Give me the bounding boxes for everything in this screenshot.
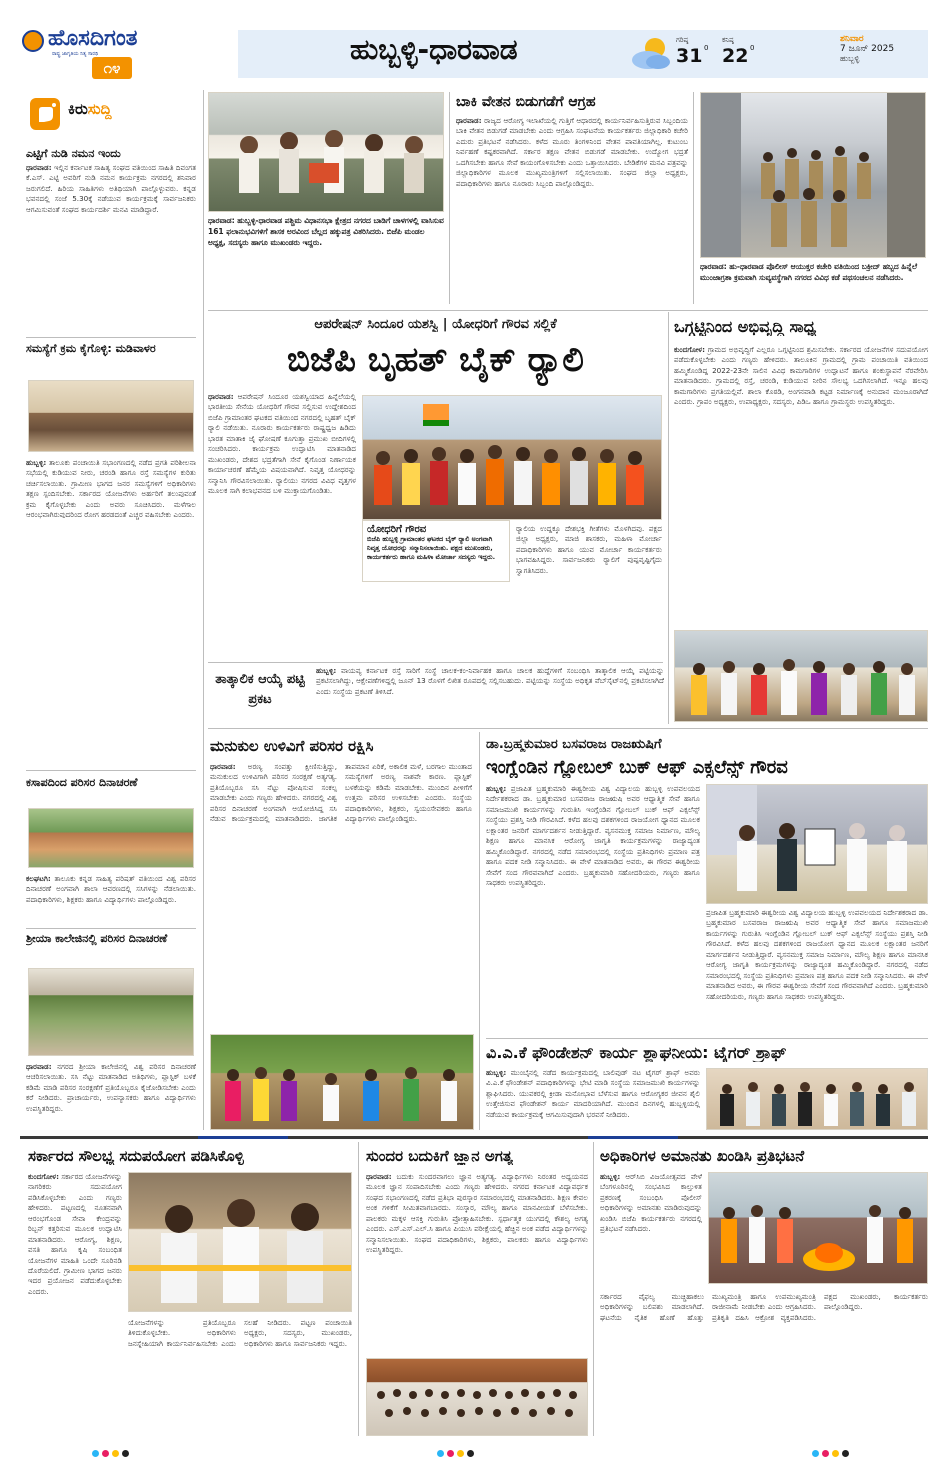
column-divider: [449, 92, 450, 304]
print-dots-right: [812, 1442, 852, 1460]
masthead-city: ಹುಬ್ಬಳ್ಳಿ: [840, 54, 860, 63]
salary-body: [456, 116, 688, 304]
kirusuddi-column: [20, 90, 200, 1130]
environment-body: [210, 762, 472, 1030]
degree-sign: 0: [750, 44, 755, 52]
dateline: ಧಾರವಾಡ:: [366, 1172, 392, 1181]
kirusuddi-body-2: [26, 458, 196, 763]
meeting-photo: [28, 380, 194, 452]
dateline: ಹುಬ್ಬಳ್ಳಿ:: [486, 784, 507, 793]
bike-rally-text: ಆಪರೇಷನ್ ಸಿಂದೂರ ಯಶಸ್ವಿಯಾದ ಹಿನ್ನೆಲೆಯಲ್ಲಿ ಭಾರತೀಯ ಸೇನೆಯ ಯೋಧರಿಗೆ ಗೌರವ ಸಲ್ಲಿಸುವ ಉದ್ದೇಶದಿಂದ ಬಿಜೆಪಿ ಗ್ರಾಮಾಂತರ ಘಟಕದ ವತಿಯಿಂದ ನಗರದಲ್ಲಿ ಬೃಹತ್ ಬೈಕ್ ರ‍್ಯಾಲಿ ನಡೆಯಿತು. ನೂರಾರು ಕಾರ್ಯಕರ್ತರು ರಾಷ್ಟ್ರಧ್ವಜ ಹಿಡಿದು ಭಾರತ ಮಾತಾಕಿ ಜೈ ಘೋಷಣೆ ಕೂಗುತ್ತಾ ಪ್ರಮುಖ ಬೀದಿಗಳಲ್ಲಿ ಸಂಚರಿಸಿದರು. ಕಾರ್ಯಕ್ರಮ ಉದ್ಘಾಟಿಸಿ ಮಾತನಾಡಿದ ಮುಖಂಡರು, ದೇಶದ ಭದ್ರತೆಗಾಗಿ ಸೇನೆ ಕೈಗೊಂಡ ನಿರ್ಣಾಯಕ ಕಾರ್ಯಾಚರಣೆ ಹೆಮ್ಮೆಯ ವಿಷಯವಾಗಿದೆ. ನಿವೃತ್ತ ಯೋಧರನ್ನು ಸನ್ಮಾನಿಸಿ ಗೌರವಿಸಲಾಯಿತು. ರ‍್ಯಾಲಿಯು ನಗರದ ವಿವಿಧ ವೃತ್ತಗಳ ಮೂಲಕ ಸಾಗಿ ಕಲಾಭವನದ ಬಳಿ ಮುಕ್ತಾಯಗೊಂಡಿತು.: [208, 392, 356, 495]
divider: [208, 728, 928, 729]
salary-text: ರಾಜ್ಯದ ಆರೋಗ್ಯ ಇಲಾಖೆಯಲ್ಲಿ ಗುತ್ತಿಗೆ ಆಧಾರದಲ್ಲಿ ಕಾರ್ಯನಿರ್ವಹಿಸುತ್ತಿರುವ ಸಿಬ್ಬಂದಿಯ ಬಾಕಿ ವೇತನ ಬಿಡುಗಡೆ ಮಾಡಬೇಕು ಎಂದು ಆಗ್ರಹಿಸಿ ಸಂಘಟನೆಯ ಕಾರ್ಯಕರ್ತರು ಜಿಲ್ಲಾಧಿಕಾರಿ ಕಚೇರಿ ಎದುರು ಪ್ರತಿಭಟನೆ ನಡೆಸಿದರು. ಕಳೆದ ಮೂರು ತಿಂಗಳಿನಿಂದ ವೇತನ ಪಾವತಿಯಾಗಿಲ್ಲ. ಕುಟುಂಬ ನಿರ್ವಹಣೆ ಕಷ್ಟಕರವಾಗಿದೆ. ಸರ್ಕಾರ ತಕ್ಷಣ ವೇತನ ಬಿಡುಗಡೆ ಮಾಡಬೇಕು. ಉದ್ಯೋಗ ಭದ್ರತೆ ಒದಗಿಸಬೇಕು ಹಾಗೂ ಸೇವೆ ಕಾಯಂಗೊಳಿಸಬೇಕು ಎಂದು ಒತ್ತಾಯಿಸಿದರು. ಬೇಡಿಕೆಗಳ ಮನವಿ ಪತ್ರವನ್ನು ಜಿಲ್ಲಾಧಿಕಾರಿಗಳ ಮೂಲಕ ಮುಖ್ಯಮಂತ್ರಿಗಳಿಗೆ ಸಲ್ಲಿಸಲಾಯಿತು. ಸಂಘದ ಜಿಲ್ಲಾ ಅಧ್ಯಕ್ಷರು, ಪದಾಧಿಕಾರಿಗಳು ಹಾಗೂ ನೂರಾರು ಸಿಬ್ಬಂದಿ ಪಾಲ್ಗೊಂಡಿದ್ದರು.: [456, 116, 688, 188]
dateline: ಧಾರವಾಡ:: [26, 1062, 52, 1071]
foundation-body: [486, 1068, 700, 1130]
print-dots-left: [92, 1442, 132, 1460]
foundation-headline: ವಿ.ಎ.ಕೆ ಫೌಂಡೇಶನ್ ಕಾರ್ಯ ಶ್ಲಾಘನೀಯ: ಟೈಗರ್ ಶ್ರಾಫ್: [486, 1044, 787, 1062]
foundation-text: ಮುಂಬೈನಲ್ಲಿ ನಡೆದ ಕಾರ್ಯಕ್ರಮದಲ್ಲಿ ಬಾಲಿವುಡ್ ನಟ ಟೈಗರ್ ಶ್ರಾಫ್ ಅವರು ವಿ.ಎ.ಕೆ ಫೌಂಡೇಶನ್ ಪದಾಧಿಕಾರಿಗಳನ್ನು ಭೇಟಿ ಮಾಡಿ ಸಂಸ್ಥೆಯ ಸಮಾಜಮುಖಿ ಕಾರ್ಯಗಳನ್ನು ಶ್ಲಾಘಿಸಿದರು. ಯುವಕರಲ್ಲಿ ಕ್ರೀಡಾ ಮನೋಭಾವ ಬೆಳೆಸುವ ಹಾಗೂ ಆರೋಗ್ಯಕರ ಜೀವನ ಶೈಲಿ ಉತ್ತೇಜಿಸುವ ಫೌಂಡೇಶನ್ ಕಾರ್ಯ ಮಾದರಿಯಾಗಿದೆ. ಮುಂದಿನ ದಿನಗಳಲ್ಲಿ ಹುಬ್ಬಳ್ಳಿಯಲ್ಲಿ ನಡೆಯುವ ಕಾರ್ಯಕ್ರಮಕ್ಕೆ ಆಗಮಿಸುವುದಾಗಿ ಭರವಸೆ ನೀಡಿದರು.: [486, 1068, 700, 1119]
divider: [26, 770, 196, 771]
dateline: ಕುಂದಗೋಳ:: [28, 1172, 59, 1181]
tree-planting-photo: [210, 1034, 474, 1130]
print-dot: [122, 1450, 129, 1457]
print-dot: [832, 1450, 839, 1457]
dateline: ಹುಬ್ಬಳ್ಳಿ:: [316, 666, 337, 675]
speaking-hand-icon: [30, 98, 60, 130]
section-rule-navy: [198, 1136, 288, 1139]
kirusuddi-headline-4: ಶ್ರೀಯಾ ಕಾಲೇಜಿನಲ್ಲಿ ಪರಿಸರ ದಿನಾಚರಣೆ: [26, 932, 168, 945]
dateline: ಧಾರವಾಡ:: [208, 392, 234, 401]
bike-rally-text-bottom: ರ‍್ಯಾಲಿಯ ಉದ್ದಕ್ಕೂ ದೇಶಭಕ್ತಿ ಗೀತೆಗಳು ಮೊಳಗಿದವು. ಪಕ್ಷದ ಜಿಲ್ಲಾ ಅಧ್ಯಕ್ಷರು, ಮಾಜಿ ಶಾಸಕರು, ಮಹಿಳಾ ಮೋರ್ಚಾ ಪದಾಧಿಕಾರಿಗಳು ಹಾಗೂ ಯುವ ಮೋರ್ಚಾ ಕಾರ್ಯಕರ್ತರು ಭಾಗವಹಿಸಿದ್ದರು. ಸಾರ್ವಜನಿಕರು ರ‍್ಯಾಲಿಗೆ ಪುಷ್ಪವೃಷ್ಟಿಗೈದು ಸ್ವಾಗತಿಸಿದರು.: [516, 524, 662, 575]
photo-caption-title: ಯೋಧರಿಗೆ ಗೌರವ: [367, 524, 427, 535]
felicitation-photo: [366, 1358, 588, 1436]
kirusuddi-title-suffix: ಸುದ್ದಿ: [87, 100, 112, 118]
bike-rally-headline: ಬಿಜೆಪಿ ಬೃಹತ್ ಬೈಕ್ ರ‍್ಯಾಲಿ: [287, 340, 584, 380]
dateline: ಕುಂದಗೋಳ:: [674, 345, 705, 354]
kirusuddi-title: [68, 100, 188, 118]
section-rule: [288, 1136, 588, 1139]
environment-headline: ಮನುಕುಲ ಉಳಿವಿಗೆ ಪರಿಸರ ರಕ್ಷಿಸಿ: [210, 738, 374, 755]
section-rule: [20, 1136, 198, 1139]
kirusuddi-body-1: [26, 163, 196, 331]
kirusuddi-text-4: ನಗರದ ಶ್ರೀಯಾ ಕಾಲೇಜಿನಲ್ಲಿ ವಿಶ್ವ ಪರಿಸರ ದಿನಾಚರಣೆ ಆಚರಿಸಲಾಯಿತು. ಸಸಿ ನೆಟ್ಟು ಮಾತನಾಡಿದ ಅತಿಥಿಗಳು, ಪ್ಲಾಸ್ಟಿಕ್ ಬಳಕೆ ಕಡಿಮೆ ಮಾಡಿ ಪರಿಸರ ಸಂರಕ್ಷಣೆಗೆ ಪ್ರತಿಯೊಬ್ಬರೂ ಕೈಜೋಡಿಸಬೇಕು ಎಂದು ಕರೆ ನೀಡಿದರು. ಪ್ರಾಚಾರ್ಯರು, ಉಪನ್ಯಾಸಕರು ಹಾಗೂ ವಿದ್ಯಾರ್ಥಿಗಳು ಉಪಸ್ಥಿತರಿದ್ದರು.: [26, 1062, 196, 1113]
divider: [208, 662, 663, 663]
weather-min: [722, 36, 762, 67]
recruitment-body: [316, 666, 664, 724]
print-dot: [102, 1450, 109, 1457]
kirusuddi-text-2: ತಾಲೂಕು ಪಂಚಾಯಿತಿ ಸಭಾಂಗಣದಲ್ಲಿ ನಡೆದ ಪ್ರಗತಿ ಪರಿಶೀಲನಾ ಸಭೆಯಲ್ಲಿ ಕುಡಿಯುವ ನೀರು, ಚರಂಡಿ ಹಾಗೂ ರಸ್ತೆ ಸಮಸ್ಯೆಗಳ ಕುರಿತು ಚರ್ಚಿಸಲಾಯಿತು. ಗ್ರಾಮೀಣ ಭಾಗದ ಜನರ ಸಮಸ್ಯೆಗಳಿಗೆ ಅಧಿಕಾರಿಗಳು ತಕ್ಷಣ ಸ್ಪಂದಿಸಬೇಕು. ಸರ್ಕಾರದ ಯೋಜನೆಗಳು ಅರ್ಹರಿಗೆ ತಲುಪುವಂತೆ ಕ್ರಮ ಕೈಗೊಳ್ಳಬೇಕು ಎಂದು ಅವರು ಸೂಚಿಸಿದರು. ಮಳೆಗಾಲ ಆರಂಭವಾಗಿರುವುದರಿಂದ ರೋಗ ಹರಡದಂತೆ ಎಚ್ಚರ ವಹಿಸಬೇಕು ಎಂದರು.: [26, 458, 196, 520]
bike-rally-body-bottom: [516, 524, 662, 654]
award-text-continued: ಪ್ರಜಾಪಿತ ಬ್ರಹ್ಮಕುಮಾರಿ ಈಶ್ವರೀಯ ವಿಶ್ವ ವಿದ್ಯಾಲಯ ಹುಬ್ಬಳ್ಳಿ ಉಪವಲಯದ ನಿರ್ದೇಶಕರಾದ ಡಾ. ಬ್ರಹ್ಮಕುಮಾರ ಬಸವರಾಜ ರಾಜಋಷಿ ಅವರ ಆಧ್ಯಾತ್ಮಿಕ ಸೇವೆ ಹಾಗೂ ಸಮಾಜಮುಖಿ ಕಾರ್ಯಗಳನ್ನು ಗುರುತಿಸಿ ಇಂಗ್ಲೆಂಡಿನ ಗ್ಲೋಬಲ್ ಬುಕ್ ಆಫ್ ಎಕ್ಸಲೆನ್ಸ್ ಸಂಸ್ಥೆಯು ಪ್ರಶಸ್ತಿ ನೀಡಿ ಗೌರವಿಸಿದೆ. ಕಳೆದ ಹಲವು ದಶಕಗಳಿಂದ ರಾಜಯೋಗ ಧ್ಯಾನದ ಮೂಲಕ ಲಕ್ಷಾಂತರ ಜನರಿಗೆ ಮಾರ್ಗದರ್ಶನ ನೀಡುತ್ತಿದ್ದಾರೆ. ವ್ಯಸನಮುಕ್ತ ಸಮಾಜ ನಿರ್ಮಾಣ, ಮೌಲ್ಯ ಶಿಕ್ಷಣ ಹಾಗೂ ಮಾನಸಿಕ ಆರೋಗ್ಯ ಜಾಗೃತಿ ಕಾರ್ಯಕ್ರಮಗಳನ್ನು ರಾಜ್ಯಾದ್ಯಂತ ಹಮ್ಮಿಕೊಂಡಿದ್ದಾರೆ. ನಗರದಲ್ಲಿ ನಡೆದ ಸಮಾರಂಭದಲ್ಲಿ ಸಂಸ್ಥೆಯ ಪ್ರತಿನಿಧಿಗಳು ಪ್ರಮಾಣ ಪತ್ರ ಹಾಗೂ ಪದಕ ನೀಡಿ ಸನ್ಮಾನಿಸಿದರು. ಈ ವೇಳೆ ಮಾತನಾಡಿದ ಅವರು, ಈ ಗೌರವ ಈಶ್ವರೀಯ ಸೇವೆಗೆ ಸಂದ ಗೌರವವಾಗಿದೆ ಎಂದರು. ಬ್ರಹ್ಮಕುಮಾರಿ ಸಹೋದರಿಯರು, ಗಣ್ಯರು ಹಾಗೂ ಸಾಧಕರು ಉಪಸ್ಥಿತರಿದ್ದರು.: [706, 908, 928, 1001]
photo-caption-text: ಬಿಜೆಪಿ ಹುಬ್ಬಳ್ಳಿ ಗ್ರಾಮಾಂತರ ಘಟಕದ ಬೈಕ್ ರ‍್ಯಾಲಿ ಅಂಗವಾಗಿ ನಿವೃತ್ತ ಯೋಧರನ್ನು ಸನ್ಮಾನಿಸಲಾಯಿತು. ಪಕ್ಷದ ಮುಖಂಡರು, ಕಾರ್ಯಕರ್ತರು ಹಾಗೂ ಮಹಿಳಾ ಮೋರ್ಚಾ ಸದಸ್ಯರು ಇದ್ದರು.: [367, 535, 496, 562]
weather-max-label: ಗರಿಷ್ಠ: [676, 36, 689, 44]
logo-text: ಹೊಸದಿಗಂತ: [48, 26, 138, 51]
college-photo: [28, 968, 194, 1056]
protest-body-left: [600, 1172, 702, 1286]
dateline: ಹುಬ್ಬಳ್ಳಿ:: [486, 1068, 507, 1077]
weather-min-value: 22: [722, 45, 749, 67]
foundation-photo: [706, 1068, 928, 1130]
award-body-right: [706, 908, 928, 1034]
protest-photo: [708, 1172, 928, 1284]
masthead-date-block: [840, 34, 920, 64]
kirusuddi-title-prefix: ಕಿರು: [68, 100, 88, 118]
govt-benefits-text-bottom: ಯೋಜನೆಗಳನ್ನು ಪ್ರತಿಯೊಬ್ಬರೂ ತಿಳಿದುಕೊಳ್ಳಬೇಕು. ಅಧಿಕಾರಿಗಳು ಜನಸ್ನೇಹಿಯಾಗಿ ಕಾರ್ಯನಿರ್ವಹಿಸಬೇಕು ಎಂದು ಸಲಹೆ ನೀಡಿದರು. ಪಟ್ಟಣ ಪಂಚಾಯಿತಿ ಅಧ್ಯಕ್ಷರು, ಸದಸ್ಯರು, ಮುಖಂಡರು, ಅಧಿಕಾರಿಗಳು ಹಾಗೂ ಸಾರ್ವಜನಿಕರು ಇದ್ದರು.: [128, 1318, 352, 1348]
dateline: ಧಾರವಾಡ:: [26, 163, 52, 172]
award-text: ಪ್ರಜಾಪಿತ ಬ್ರಹ್ಮಕುಮಾರಿ ಈಶ್ವರೀಯ ವಿಶ್ವ ವಿದ್ಯಾಲಯ ಹುಬ್ಬಳ್ಳಿ ಉಪವಲಯದ ನಿರ್ದೇಶಕರಾದ ಡಾ. ಬ್ರಹ್ಮಕುಮಾರ ಬಸವರಾಜ ರಾಜಋಷಿ ಅವರ ಆಧ್ಯಾತ್ಮಿಕ ಸೇವೆ ಹಾಗೂ ಸಮಾಜಮುಖಿ ಕಾರ್ಯಗಳನ್ನು ಗುರುತಿಸಿ ಇಂಗ್ಲೆಂಡಿನ ಗ್ಲೋಬಲ್ ಬುಕ್ ಆಫ್ ಎಕ್ಸಲೆನ್ಸ್ ಸಂಸ್ಥೆಯು ಪ್ರಶಸ್ತಿ ನೀಡಿ ಗೌರವಿಸಿದೆ. ಕಳೆದ ಹಲವು ದಶಕಗಳಿಂದ ರಾಜಯೋಗ ಧ್ಯಾನದ ಮೂಲಕ ಲಕ್ಷಾಂತರ ಜನರಿಗೆ ಮಾರ್ಗದರ್ಶನ ನೀಡುತ್ತಿದ್ದಾರೆ. ವ್ಯಸನಮುಕ್ತ ಸಮಾಜ ನಿರ್ಮಾಣ, ಮೌಲ್ಯ ಶಿಕ್ಷಣ ಹಾಗೂ ಮಾನಸಿಕ ಆರೋಗ್ಯ ಜಾಗೃತಿ ಕಾರ್ಯಕ್ರಮಗಳನ್ನು ರಾಜ್ಯಾದ್ಯಂತ ಹಮ್ಮಿಕೊಂಡಿದ್ದಾರೆ. ನಗರದಲ್ಲಿ ನಡೆದ ಸಮಾರಂಭದಲ್ಲಿ ಸಂಸ್ಥೆಯ ಪ್ರತಿನಿಧಿಗಳು ಪ್ರಮಾಣ ಪತ್ರ ಹಾಗೂ ಪದಕ ನೀಡಿ ಸನ್ಮಾನಿಸಿದರು. ಈ ವೇಳೆ ಮಾತನಾಡಿದ ಅವರು, ಈ ಗೌರವ ಈಶ್ವರೀಯ ಸೇವೆಗೆ ಸಂದ ಗೌರವವಾಗಿದೆ ಎಂದರು. ಬ್ರಹ್ಮಕುಮಾರಿ ಸಹೋದರಿಯರು, ಗಣ್ಯರು ಹಾಗೂ ಸಾಧಕರು ಉಪಸ್ಥಿತರಿದ್ದರು.: [486, 784, 700, 887]
award-headline: ಇಂಗ್ಲೆಂಡಿನ ಗ್ಲೋಬಲ್ ಬುಕ್ ಆಫ್ ಎಕ್ಸಲೆನ್ಸ್ ಗೌರವ: [486, 758, 788, 778]
protest-body-bottom: [600, 1292, 928, 1436]
development-text: ಗ್ರಾಮದ ಅಭಿವೃದ್ಧಿಗೆ ಎಲ್ಲರೂ ಒಗ್ಗಟ್ಟಿನಿಂದ ಶ್ರಮಿಸಬೇಕು. ಸರ್ಕಾರದ ಯೋಜನೆಗಳ ಸದುಪಯೋಗ ಪಡೆದುಕೊಳ್ಳಬೇಕು ಎಂದು ಗಣ್ಯರು ಹೇಳಿದರು. ತಾಲೂಕಿನ ಗ್ರಾಮದಲ್ಲಿ ಗ್ರಾಮ ಪಂಚಾಯಿತಿ ವತಿಯಿಂದ ಹಮ್ಮಿಕೊಂಡಿದ್ದ 2022-23ನೇ ಸಾಲಿನ ವಿವಿಧ ಕಾಮಗಾರಿಗಳ ಉದ್ಘಾಟನೆ ಹಾಗೂ ಶಂಕುಸ್ಥಾಪನೆ ನೆರವೇರಿಸಿ ಮಾತನಾಡಿದರು. ಗ್ರಾಮದಲ್ಲಿ ರಸ್ತೆ, ಚರಂಡಿ, ಕುಡಿಯುವ ನೀರಿನ ಸೌಲಭ್ಯ ಒದಗಿಸಲಾಗಿದೆ. ಇನ್ನೂ ಹಲವು ಕಾಮಗಾರಿಗಳು ಪ್ರಗತಿಯಲ್ಲಿವೆ. ಶಾಲಾ ಕೊಠಡಿ, ಅಂಗನವಾಡಿ ಕಟ್ಟಡ ನಿರ್ಮಾಣಕ್ಕೆ ಅನುದಾನ ಮಂಜೂರಾಗಿದೆ ಎಂದರು. ಗ್ರಾಪಂ ಅಧ್ಯಕ್ಷರು, ಉಪಾಧ್ಯಕ್ಷರು, ಸದಸ್ಯರು, ಪಿಡಿಒ ಹಾಗೂ ಗ್ರಾಮಸ್ಥರು ಉಪಸ್ಥಿತರಿದ್ದರು.: [674, 345, 928, 407]
dateline: ಧಾರವಾಡ:: [456, 116, 482, 125]
award-body-left: [486, 784, 700, 1034]
divider: [26, 928, 196, 929]
govt-benefits-headline: ಸರ್ಕಾರದ ಸೌಲಭ್ಯ ಸದುಪಯೋಗ ಪಡಿಸಿಕೊಳ್ಳಿ: [28, 1148, 244, 1165]
govt-benefits-text: ಸರ್ಕಾರದ ಯೋಜನೆಗಳನ್ನು ನಾಗರಿಕರು ಸದುಪಯೋಗ ಪಡಿಸಿಕೊಳ್ಳಬೇಕು ಎಂದು ಗಣ್ಯರು ಹೇಳಿದರು. ಪಟ್ಟಣದಲ್ಲಿ ನೂತನವಾಗಿ ಆರಂಭಗೊಂಡ ಸೇವಾ ಕೇಂದ್ರವನ್ನು ರಿಬ್ಬನ್ ಕತ್ತರಿಸುವ ಮೂಲಕ ಉದ್ಘಾಟಿಸಿ ಮಾತನಾಡಿದರು. ಆರೋಗ್ಯ, ಶಿಕ್ಷಣ, ವಸತಿ ಹಾಗೂ ಕೃಷಿ ಸಂಬಂಧಿತ ಯೋಜನೆಗಳ ಮಾಹಿತಿ ಒಂದೇ ಸೂರಿನಡಿ ದೊರೆಯಲಿದೆ. ಗ್ರಾಮೀಣ ಭಾಗದ ಜನರು ಇದರ ಪ್ರಯೋಜನ ಪಡೆದುಕೊಳ್ಳಬೇಕು ಎಂದರು.: [28, 1172, 122, 1296]
logo-tagline: ರಾಷ್ಟ್ರ ಜಾಗೃತಿಯ ನಿತ್ಯ ಸಾರಥಿ: [52, 51, 99, 57]
column-divider: [593, 1142, 594, 1436]
award-photo: [706, 784, 928, 904]
recruitment-headline: ತಾತ್ಕಾಲಿಕ ಆಯ್ಕೆ ಪಟ್ಟಿ ಪ್ರಕಟ: [215, 672, 305, 707]
column-divider: [358, 1142, 359, 1436]
dateline: ಕಲಘಟಗಿ:: [26, 874, 51, 883]
column-divider: [479, 732, 480, 1130]
masthead-date: 7 ಜೂನ್ 2025: [840, 44, 895, 54]
development-body: [674, 345, 928, 623]
column-divider: [203, 90, 204, 1130]
section-rule: [678, 1136, 928, 1139]
print-dot: [822, 1450, 829, 1457]
protest-text-bottom: ಸರ್ಕಾರದ ವೈಫಲ್ಯ ಮುಚ್ಚಿಹಾಕಲು ಅಧಿಕಾರಿಗಳನ್ನು ಬಲಿಪಶು ಮಾಡಲಾಗಿದೆ. ಘಟನೆಯ ನೈತಿಕ ಹೊಣೆ ಹೊತ್ತು ಮುಖ್ಯಮಂತ್ರಿ ಹಾಗೂ ಉಪಮುಖ್ಯಮಂತ್ರಿ ರಾಜೀನಾಮೆ ನೀಡಬೇಕು ಎಂದು ಆಗ್ರಹಿಸಿದರು. ಪ್ರತಿಕೃತಿ ದಹಿಸಿ ಆಕ್ರೋಶ ವ್ಯಕ್ತಪಡಿಸಿದರು. ಪಕ್ಷದ ಮುಖಂಡರು, ಕಾರ್ಯಕರ್ತರು ಪಾಲ್ಗೊಂಡಿದ್ದರು.: [600, 1292, 928, 1322]
column-divider: [668, 312, 669, 724]
print-dot: [812, 1450, 819, 1457]
print-dot: [92, 1450, 99, 1457]
protest-text: ಆರ್‌ಸಿಬಿ ವಿಜಯೋತ್ಸವದ ವೇಳೆ ಬೆಂಗಳೂರಿನಲ್ಲಿ ಸಂಭವಿಸಿದ ಕಾಲ್ತುಳಿತ ಪ್ರಕರಣಕ್ಕೆ ಸಂಬಂಧಿಸಿ ಪೊಲೀಸ್ ಅಧಿಕಾರಿಗಳನ್ನು ಅಮಾನತು ಮಾಡಿರುವುದನ್ನು ಖಂಡಿಸಿ ಬಿಜೆಪಿ ಕಾರ್ಯಕರ್ತರು ನಗರದಲ್ಲಿ ಪ್ರತಿಭಟನೆ ನಡೆಸಿದರು.: [600, 1172, 702, 1234]
logo: [22, 26, 232, 80]
kirusuddi-text-1: ಇಲ್ಲಿನ ಕರ್ನಾಟಕ ಸಾಹಿತ್ಯ ಸಂಘದ ವತಿಯಿಂದ ಸಾಹಿತಿ ದಿವಂಗತ ಕೆ.ಎಸ್. ಎಟ್ಟಿ ಅವರಿಗೆ ನುಡಿ ನಮನ ಕಾರ್ಯಕ್ರಮ ನಗರದಲ್ಲಿ ಶನಿವಾರ ಜರುಗಲಿದೆ. ಹಿರಿಯ ಸಾಹಿತಿಗಳು ಅತಿಥಿಯಾಗಿ ಪಾಲ್ಗೊಳ್ಳುವರು. ಕನ್ನಡ ಭವನದಲ್ಲಿ ಸಂಜೆ 5.30ಕ್ಕೆ ನಡೆಯುವ ಕಾರ್ಯಕ್ರಮಕ್ಕೆ ಸಾರ್ವಜನಿಕರು ಆಗಮಿಸುವಂತೆ ಸಂಘದ ಕಾರ್ಯದರ್ಶಿ ಮನವಿ ಮಾಡಿದ್ದಾರೆ.: [26, 163, 196, 214]
kirusuddi-body-3: [26, 874, 196, 924]
print-dot: [112, 1450, 119, 1457]
bike-rally-photo: [362, 395, 662, 520]
environment-text: ಅರಣ್ಯ ಸಂಪತ್ತು ಕ್ಷೀಣಿಸುತ್ತಿದ್ದು, ಮನುಕುಲದ ಉಳಿವಿಗಾಗಿ ಪರಿಸರ ಸಂರಕ್ಷಣೆ ಅತ್ಯಗತ್ಯ. ಪ್ರತಿಯೊಬ್ಬರೂ ಸಸಿ ನೆಟ್ಟು ಪೋಷಿಸುವ ಸಂಕಲ್ಪ ಮಾಡಬೇಕು ಎಂದು ಗಣ್ಯರು ಹೇಳಿದರು. ನಗರದಲ್ಲಿ ವಿಶ್ವ ಪರಿಸರ ದಿನಾಚರಣೆ ಅಂಗವಾಗಿ ಆಯೋಜಿಸಿದ್ದ ಸಸಿ ನೆಡುವ ಕಾರ್ಯಕ್ರಮದಲ್ಲಿ ಮಾತನಾಡಿದರು. ಜಾಗತಿಕ ತಾಪಮಾನ ಏರಿಕೆ, ಅಕಾಲಿಕ ಮಳೆ, ಬರಗಾಲ ಮುಂತಾದ ಸಮಸ್ಯೆಗಳಿಗೆ ಅರಣ್ಯ ನಾಶವೇ ಕಾರಣ. ಪ್ಲಾಸ್ಟಿಕ್ ಬಳಕೆಯನ್ನು ಕಡಿಮೆ ಮಾಡಬೇಕು. ಮುಂದಿನ ಪೀಳಿಗೆಗೆ ಉತ್ತಮ ಪರಿಸರ ಉಳಿಸಬೇಕು ಎಂದರು. ಸಂಸ್ಥೆಯ ಪದಾಧಿಕಾರಿಗಳು, ಶಿಕ್ಷಕರು, ಸ್ವಯಂಸೇವಕರು ಹಾಗೂ ವಿದ್ಯಾರ್ಥಿಗಳು ಪಾಲ್ಗೊಂಡಿದ್ದರು.: [210, 762, 472, 824]
kirusuddi-header: [30, 98, 180, 138]
knowledge-body: [366, 1172, 588, 1354]
print-dot: [447, 1450, 454, 1457]
logo-emblem-icon: [22, 30, 44, 52]
print-dots-center: [437, 1442, 477, 1460]
dateline: ಹುಬ್ಬಳ್ಳಿ:: [26, 458, 47, 467]
bike-rally-body-left: [208, 392, 356, 652]
development-headline: ಒಗ್ಗಟ್ಟಿನಿಂದ ಅಭಿವೃದ್ಧಿ ಸಾಧ್ಯ: [674, 318, 817, 336]
award-kicker: ಡಾ.ಬ್ರಹ್ಮಕುಮಾರ ಬಸವರಾಜ ರಾಜಋಷಿಗೆ: [486, 738, 662, 752]
edition-title: ಹುಬ್ಬಳ್ಳಿ-ಧಾರವಾಡ: [350, 33, 518, 66]
section-rule-navy: [588, 1136, 678, 1139]
print-dot: [437, 1450, 444, 1457]
weather-max-value: 31: [676, 45, 703, 67]
weather-min-label: ಕನಿಷ್ಠ: [722, 36, 734, 44]
police-march-photo: [700, 92, 926, 258]
dateline: ಧಾರವಾಡ:: [210, 762, 236, 771]
print-dot: [457, 1450, 464, 1457]
kirusuddi-headline-3: ಕಸಾಪದಿಂದ ಪರಿಸರ ದಿನಾಚರಣೆ: [26, 776, 138, 789]
police-march-caption: ಧಾರವಾಡ: ಹು-ಧಾರವಾಡ ಪೊಲೀಸ್ ಆಯುಕ್ತರ ಕಚೇರಿ ವತಿಯಿಂದ ಬಕ್ರೀದ್ ಹಬ್ಬದ ಹಿನ್ನೆಲೆ ಮುಂಜಾಗ್ರತಾ ಕ್ರಮವಾಗಿ ಸುವ್ಯವಸ್ಥೆಗಾಗಿ ನಗರದ ವಿವಿಧ ಕಡೆ ಪಥಸಂಚಲನ ನಡೆಸಿದರು.: [700, 262, 918, 282]
masthead-day: ಶನಿವಾರ: [840, 34, 864, 44]
column-divider: [693, 92, 694, 304]
protest-headline: ಅಧಿಕಾರಿಗಳ ಅಮಾನತು ಖಂಡಿಸಿ ಪ್ರತಿಭಟನೆ: [600, 1148, 805, 1165]
masthead: [0, 0, 945, 80]
knowledge-text: ಬದುಕು ಸುಂದರವಾಗಲು ಜ್ಞಾನ ಅತ್ಯಗತ್ಯ. ವಿದ್ಯಾರ್ಥಿಗಳು ನಿರಂತರ ಅಧ್ಯಯನದ ಮೂಲಕ ಜ್ಞಾನ ಸಂಪಾದಿಸಬೇಕು ಎಂದು ಗಣ್ಯರು ಹೇಳಿದರು. ನಗರದ ಕರ್ನಾಟಕ ವಿದ್ಯಾವರ್ಧಕ ಸಂಘದ ಸಭಾಂಗಣದಲ್ಲಿ ನಡೆದ ಪ್ರತಿಭಾ ಪುರಸ್ಕಾರ ಸಮಾರಂಭದಲ್ಲಿ ಮಾತನಾಡಿದರು. ಶಿಕ್ಷಣ ಕೇವಲ ಅಂಕ ಗಳಿಕೆಗೆ ಸೀಮಿತವಾಗಬಾರದು. ಸಂಸ್ಕಾರ, ಮೌಲ್ಯ ಹಾಗೂ ಮಾನವೀಯತೆ ಬೆಳೆಸಬೇಕು. ಪಾಲಕರು ಮಕ್ಕಳ ಆಸಕ್ತಿ ಗುರುತಿಸಿ ಪ್ರೋತ್ಸಾಹಿಸಬೇಕು. ಸ್ಪರ್ಧಾತ್ಮಕ ಯುಗದಲ್ಲಿ ಕೌಶಲ್ಯ ಅಗತ್ಯ ಎಂದರು. ಎಸ್.ಎಸ್.ಎಲ್.ಸಿ ಹಾಗೂ ಪಿಯುಸಿ ಪರೀಕ್ಷೆಯಲ್ಲಿ ಹೆಚ್ಚಿನ ಅಂಕ ಪಡೆದ ವಿದ್ಯಾರ್ಥಿಗಳನ್ನು ಸನ್ಮಾನಿಸಲಾಯಿತು. ಸಂಘದ ಪದಾಧಿಕಾರಿಗಳು, ಶಿಕ್ಷಕರು, ಪಾಲಕರು ಹಾಗೂ ವಿದ್ಯಾರ್ಥಿಗಳು ಉಪಸ್ಥಿತರಿದ್ದರು.: [366, 1172, 588, 1255]
bike-rally-kicker: ಆಪರೇಷನ್ ಸಿಂದೂರ ಯಶಸ್ವಿ | ಯೋಧರಿಗೆ ಗೌರವ ಸಲ್ಲಿಕೆ: [314, 318, 557, 332]
divider: [208, 310, 928, 311]
salary-headline: ಬಾಕಿ ವೇತನ ಬಿಡುಗಡೆಗೆ ಆಗ್ರಹ: [456, 95, 596, 110]
print-dot: [842, 1450, 849, 1457]
development-photo: [674, 630, 928, 722]
hakkupatra-photo: [208, 92, 444, 212]
divider: [486, 1038, 928, 1039]
degree-sign: 0: [704, 44, 709, 52]
bike-rally-photo-caption-box: [362, 520, 510, 582]
kirusuddi-text-3: ತಾಲೂಕು ಕನ್ನಡ ಸಾಹಿತ್ಯ ಪರಿಷತ್ ವತಿಯಿಂದ ವಿಶ್ವ ಪರಿಸರ ದಿನಾಚರಣೆ ಅಂಗವಾಗಿ ಶಾಲಾ ಆವರಣದಲ್ಲಿ ಸಸಿಗಳನ್ನು ನೆಡಲಾಯಿತು. ಪದಾಧಿಕಾರಿಗಳು, ಶಿಕ್ಷಕರು ಹಾಗೂ ವಿದ್ಯಾರ್ಥಿಗಳು ಪಾಲ್ಗೊಂಡಿದ್ದರು.: [26, 874, 196, 904]
ribbon-cutting-photo: [128, 1172, 352, 1312]
govt-benefits-body-left: [28, 1172, 122, 1432]
recruitment-text: ವಾಯವ್ಯ ಕರ್ನಾಟಕ ರಸ್ತೆ ಸಾರಿಗೆ ಸಂಸ್ಥೆ ಚಾಲಕ-ಕಂ-ನಿರ್ವಾಹಕ ಹಾಗೂ ಚಾಲಕ ಹುದ್ದೆಗಳಿಗೆ ಸಂಬಂಧಿಸಿ ತಾತ್ಕಾಲಿಕ ಆಯ್ಕೆ ಪಟ್ಟಿಯನ್ನು ಪ್ರಕಟಿಸಲಾಗಿದ್ದು, ಆಕ್ಷೇಪಣೆಗಳಿದ್ದಲ್ಲಿ ಜೂನ್ 13 ರೊಳಗೆ ಲಿಖಿತ ರೂಪದಲ್ಲಿ ಸಲ್ಲಿಸಬಹುದು. ಪಟ್ಟಿಯನ್ನು ಸಂಸ್ಥೆಯ ಅಧಿಕೃತ ವೆಬ್‌ಸೈಟ್‌ನಲ್ಲಿ ಪ್ರಕಟಿಸಲಾಗಿದೆ ಎಂದು ಸಂಸ್ಥೆಯ ಪ್ರಕಟಣೆ ತಿಳಿಸಿದೆ.: [316, 666, 664, 696]
sun-cloud-icon: [628, 34, 672, 72]
print-dot: [467, 1450, 474, 1457]
kirusuddi-headline-1: ಎಟ್ಟಿಗೆ ನುಡಿ ನಮನ ಇಂದು: [26, 148, 121, 160]
govt-benefits-body-bottom: [128, 1318, 352, 1436]
knowledge-headline: ಸುಂದರ ಬದುಕಿಗೆ ಜ್ಞಾನ ಅಗತ್ಯ: [366, 1148, 513, 1165]
dateline: ಹುಬ್ಬಳ್ಳಿ:: [600, 1172, 621, 1181]
kasapa-photo: [28, 808, 194, 868]
divider: [26, 337, 196, 338]
kirusuddi-headline-2: ಸಮಸ್ಯೆಗೆ ಕ್ರಮ ಕೈಗೊಳ್ಳಿ: ಮಡಿವಾಳರ: [26, 342, 156, 355]
hakkupatra-caption: ಧಾರವಾಡ: ಹುಬ್ಬಳ್ಳಿ-ಧಾರವಾಡ ಪಶ್ಚಿಮ ವಿಧಾನಸಭಾ ಕ್ಷೇತ್ರದ ನಗರದ ಬಾಡಿಗೆ ಚಾಳಗಳಲ್ಲಿ ವಾಸಿಸುವ 161 ಫಲಾನುಭವಿಗಳಿಗೆ ಶಾಸಕ ಅರವಿಂದ ಬೆಲ್ಲದ ಹಕ್ಕುಪತ್ರ ವಿತರಿಸಿದರು. ಬಿಜೆಪಿ ಮಂಡಲ ಅಧ್ಯಕ್ಷ, ಸದಸ್ಯರು ಹಾಗೂ ಮುಖಂಡರು ಇದ್ದರು.: [208, 216, 444, 247]
weather-max: [676, 36, 716, 67]
edition-badge: ೧೪: [92, 57, 132, 79]
kirusuddi-body-4: [26, 1062, 196, 1130]
